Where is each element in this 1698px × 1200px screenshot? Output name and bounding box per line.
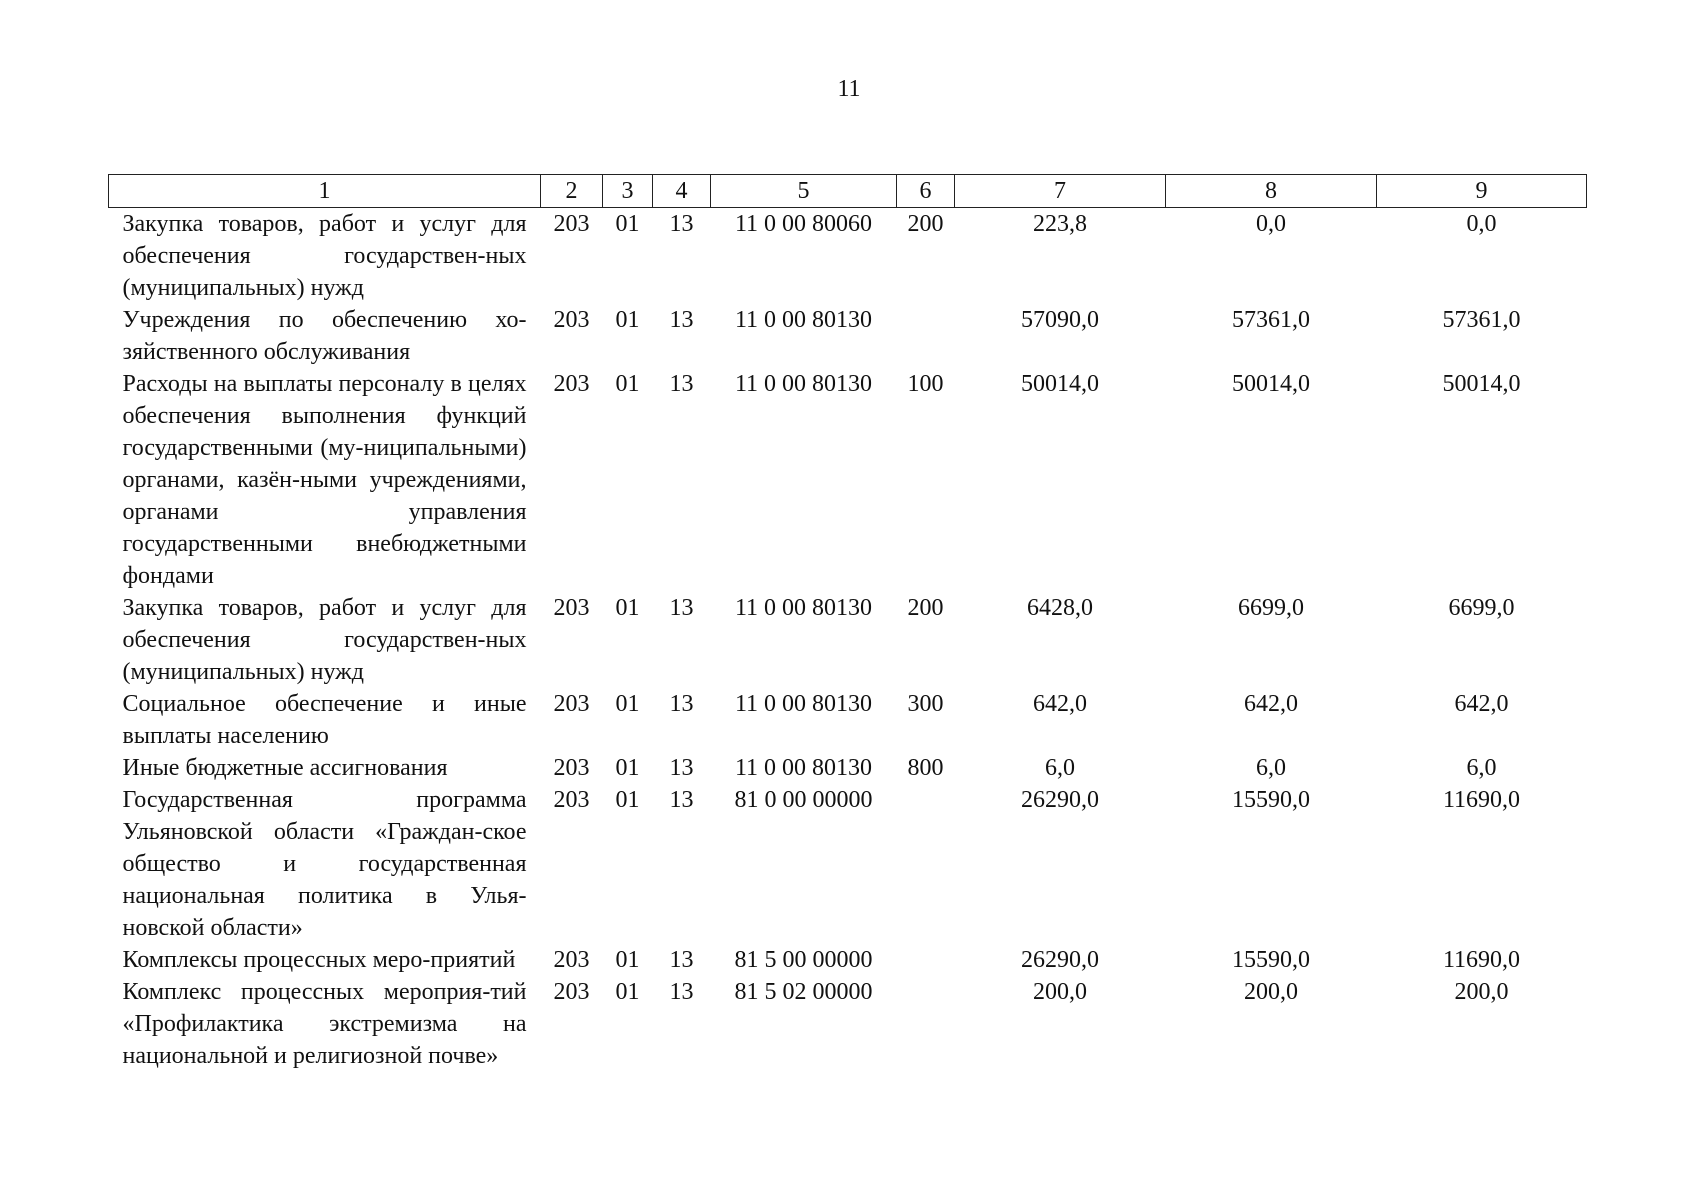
row-name-cell: Закупка товаров, работ и услуг для обеспечения государствен-ных (муниципальных) нужд xyxy=(122,211,527,301)
amount-year2-cell: 15590,0 xyxy=(1232,787,1310,813)
amount-year3-cell: 6699,0 xyxy=(1448,595,1515,621)
row-name-cell: Социальное обеспечение и иные выплаты населению xyxy=(122,691,527,749)
section-code-cell: 01 xyxy=(615,211,640,237)
table-row xyxy=(109,304,1587,368)
subsection-code-cell: 13 xyxy=(669,211,694,237)
section-code-cell: 01 xyxy=(615,755,640,781)
amount-year3-cell: 200,0 xyxy=(1454,979,1509,1005)
table-row xyxy=(109,368,1587,592)
target-article-cell: 81 5 00 00000 xyxy=(734,947,873,973)
table-row xyxy=(109,784,1587,944)
section-code-cell: 01 xyxy=(615,371,640,397)
subsection-code-cell: 13 xyxy=(669,307,694,333)
section-code-cell: 01 xyxy=(615,307,640,333)
amount-year1-cell: 642,0 xyxy=(1033,691,1087,717)
table-body xyxy=(109,208,1587,1073)
row-name-cell: Государственная программа Ульяновской области «Граждан-ское общество и государственная национальная политика в Улья-новской области» xyxy=(122,787,527,941)
expense-type-cell xyxy=(897,784,955,944)
row-name-cell: Комплекс процессных мероприя-тий «Профилактика экстремизма на национальной и религиозной почве» xyxy=(122,979,527,1069)
ministry-code-cell: 203 xyxy=(553,947,590,973)
column-header: 1 xyxy=(109,175,541,208)
ministry-code-cell: 203 xyxy=(553,211,590,237)
table-row xyxy=(109,208,1587,305)
row-name-cell: Расходы на выплаты персоналу в целях обеспечения выполнения функций государственными (му-ниципальными) органами, казён-ными учреждениями, органами управления государственными внебюджетными фондами xyxy=(122,371,527,589)
amount-year2-cell: 0,0 xyxy=(1256,211,1286,237)
row-name-cell: Закупка товаров, работ и услуг для обеспечения государствен-ных (муниципальных) нужд xyxy=(122,595,527,685)
subsection-code-cell: 13 xyxy=(669,691,694,717)
ministry-code-cell: 203 xyxy=(553,755,590,781)
table-row xyxy=(109,944,1587,976)
amount-year2-cell: 50014,0 xyxy=(1232,371,1310,397)
amount-year3-cell: 0,0 xyxy=(1466,211,1497,237)
section-code-cell: 01 xyxy=(615,979,640,1005)
table-row xyxy=(109,688,1587,752)
column-header: 2 xyxy=(541,175,603,208)
expense-type-cell: 300 xyxy=(907,691,944,717)
budget-table xyxy=(108,174,1587,1072)
expense-type-cell: 100 xyxy=(907,371,944,397)
ministry-code-cell: 203 xyxy=(553,787,590,813)
target-article-cell: 11 0 00 80060 xyxy=(734,211,873,237)
expense-type-cell xyxy=(897,976,955,1072)
column-numbers-row xyxy=(109,175,1587,208)
amount-year2-cell: 642,0 xyxy=(1244,691,1298,717)
target-article-cell: 81 5 02 00000 xyxy=(734,979,873,1005)
column-header: 6 xyxy=(897,175,955,208)
amount-year1-cell: 26290,0 xyxy=(1021,787,1099,813)
ministry-code-cell: 203 xyxy=(553,371,590,397)
ministry-code-cell: 203 xyxy=(553,979,590,1005)
column-header: 4 xyxy=(653,175,711,208)
section-code-cell: 01 xyxy=(615,595,640,621)
table-row xyxy=(109,592,1587,688)
section-code-cell: 01 xyxy=(615,947,640,973)
section-code-cell: 01 xyxy=(615,787,640,813)
subsection-code-cell: 13 xyxy=(669,979,694,1005)
expense-type-cell xyxy=(897,304,955,368)
amount-year1-cell: 200,0 xyxy=(1033,979,1087,1005)
expense-type-cell: 200 xyxy=(907,211,944,237)
amount-year3-cell: 11690,0 xyxy=(1442,947,1521,973)
amount-year3-cell: 50014,0 xyxy=(1442,371,1521,397)
amount-year2-cell: 15590,0 xyxy=(1232,947,1310,973)
subsection-code-cell: 13 xyxy=(669,595,694,621)
table-row xyxy=(109,752,1587,784)
row-name-cell: Учреждения по обеспечению хо-зяйственного обслуживания xyxy=(122,307,527,365)
amount-year3-cell: 57361,0 xyxy=(1442,307,1521,333)
amount-year1-cell: 6,0 xyxy=(1045,755,1075,781)
target-article-cell: 11 0 00 80130 xyxy=(734,307,873,333)
column-header: 8 xyxy=(1166,175,1377,208)
amount-year3-cell: 642,0 xyxy=(1454,691,1509,717)
amount-year2-cell: 200,0 xyxy=(1244,979,1298,1005)
expense-type-cell: 800 xyxy=(907,755,944,781)
amount-year2-cell: 6699,0 xyxy=(1238,595,1304,621)
amount-year1-cell: 223,8 xyxy=(1033,211,1087,237)
subsection-code-cell: 13 xyxy=(669,371,694,397)
row-name-cell: Комплексы процессных меро-приятий xyxy=(122,947,516,973)
amount-year1-cell: 50014,0 xyxy=(1021,371,1099,397)
target-article-cell: 11 0 00 80130 xyxy=(734,371,873,397)
section-code-cell: 01 xyxy=(615,691,640,717)
expense-type-cell: 200 xyxy=(907,595,944,621)
column-header: 5 xyxy=(711,175,897,208)
subsection-code-cell: 13 xyxy=(669,755,694,781)
ministry-code-cell: 203 xyxy=(553,307,590,333)
target-article-cell: 11 0 00 80130 xyxy=(734,755,873,781)
subsection-code-cell: 13 xyxy=(669,947,694,973)
column-header: 3 xyxy=(603,175,653,208)
target-article-cell: 11 0 00 80130 xyxy=(734,691,873,717)
ministry-code-cell: 203 xyxy=(553,595,590,621)
column-header: 7 xyxy=(955,175,1166,208)
amount-year2-cell: 57361,0 xyxy=(1232,307,1310,333)
ministry-code-cell: 203 xyxy=(553,691,590,717)
table-row xyxy=(109,976,1587,1072)
amount-year1-cell: 26290,0 xyxy=(1021,947,1099,973)
amount-year3-cell: 11690,0 xyxy=(1442,787,1521,813)
amount-year2-cell: 6,0 xyxy=(1256,755,1286,781)
column-header: 9 xyxy=(1377,175,1587,208)
target-article-cell: 81 0 00 00000 xyxy=(734,787,873,813)
target-article-cell: 11 0 00 80130 xyxy=(734,595,873,621)
expense-type-cell xyxy=(897,944,955,976)
amount-year1-cell: 57090,0 xyxy=(1021,307,1099,333)
page-number: 11 xyxy=(837,76,861,102)
amount-year3-cell: 6,0 xyxy=(1466,755,1497,781)
amount-year1-cell: 6428,0 xyxy=(1027,595,1093,621)
row-name-cell: Иные бюджетные ассигнования xyxy=(122,755,448,781)
subsection-code-cell: 13 xyxy=(669,787,694,813)
